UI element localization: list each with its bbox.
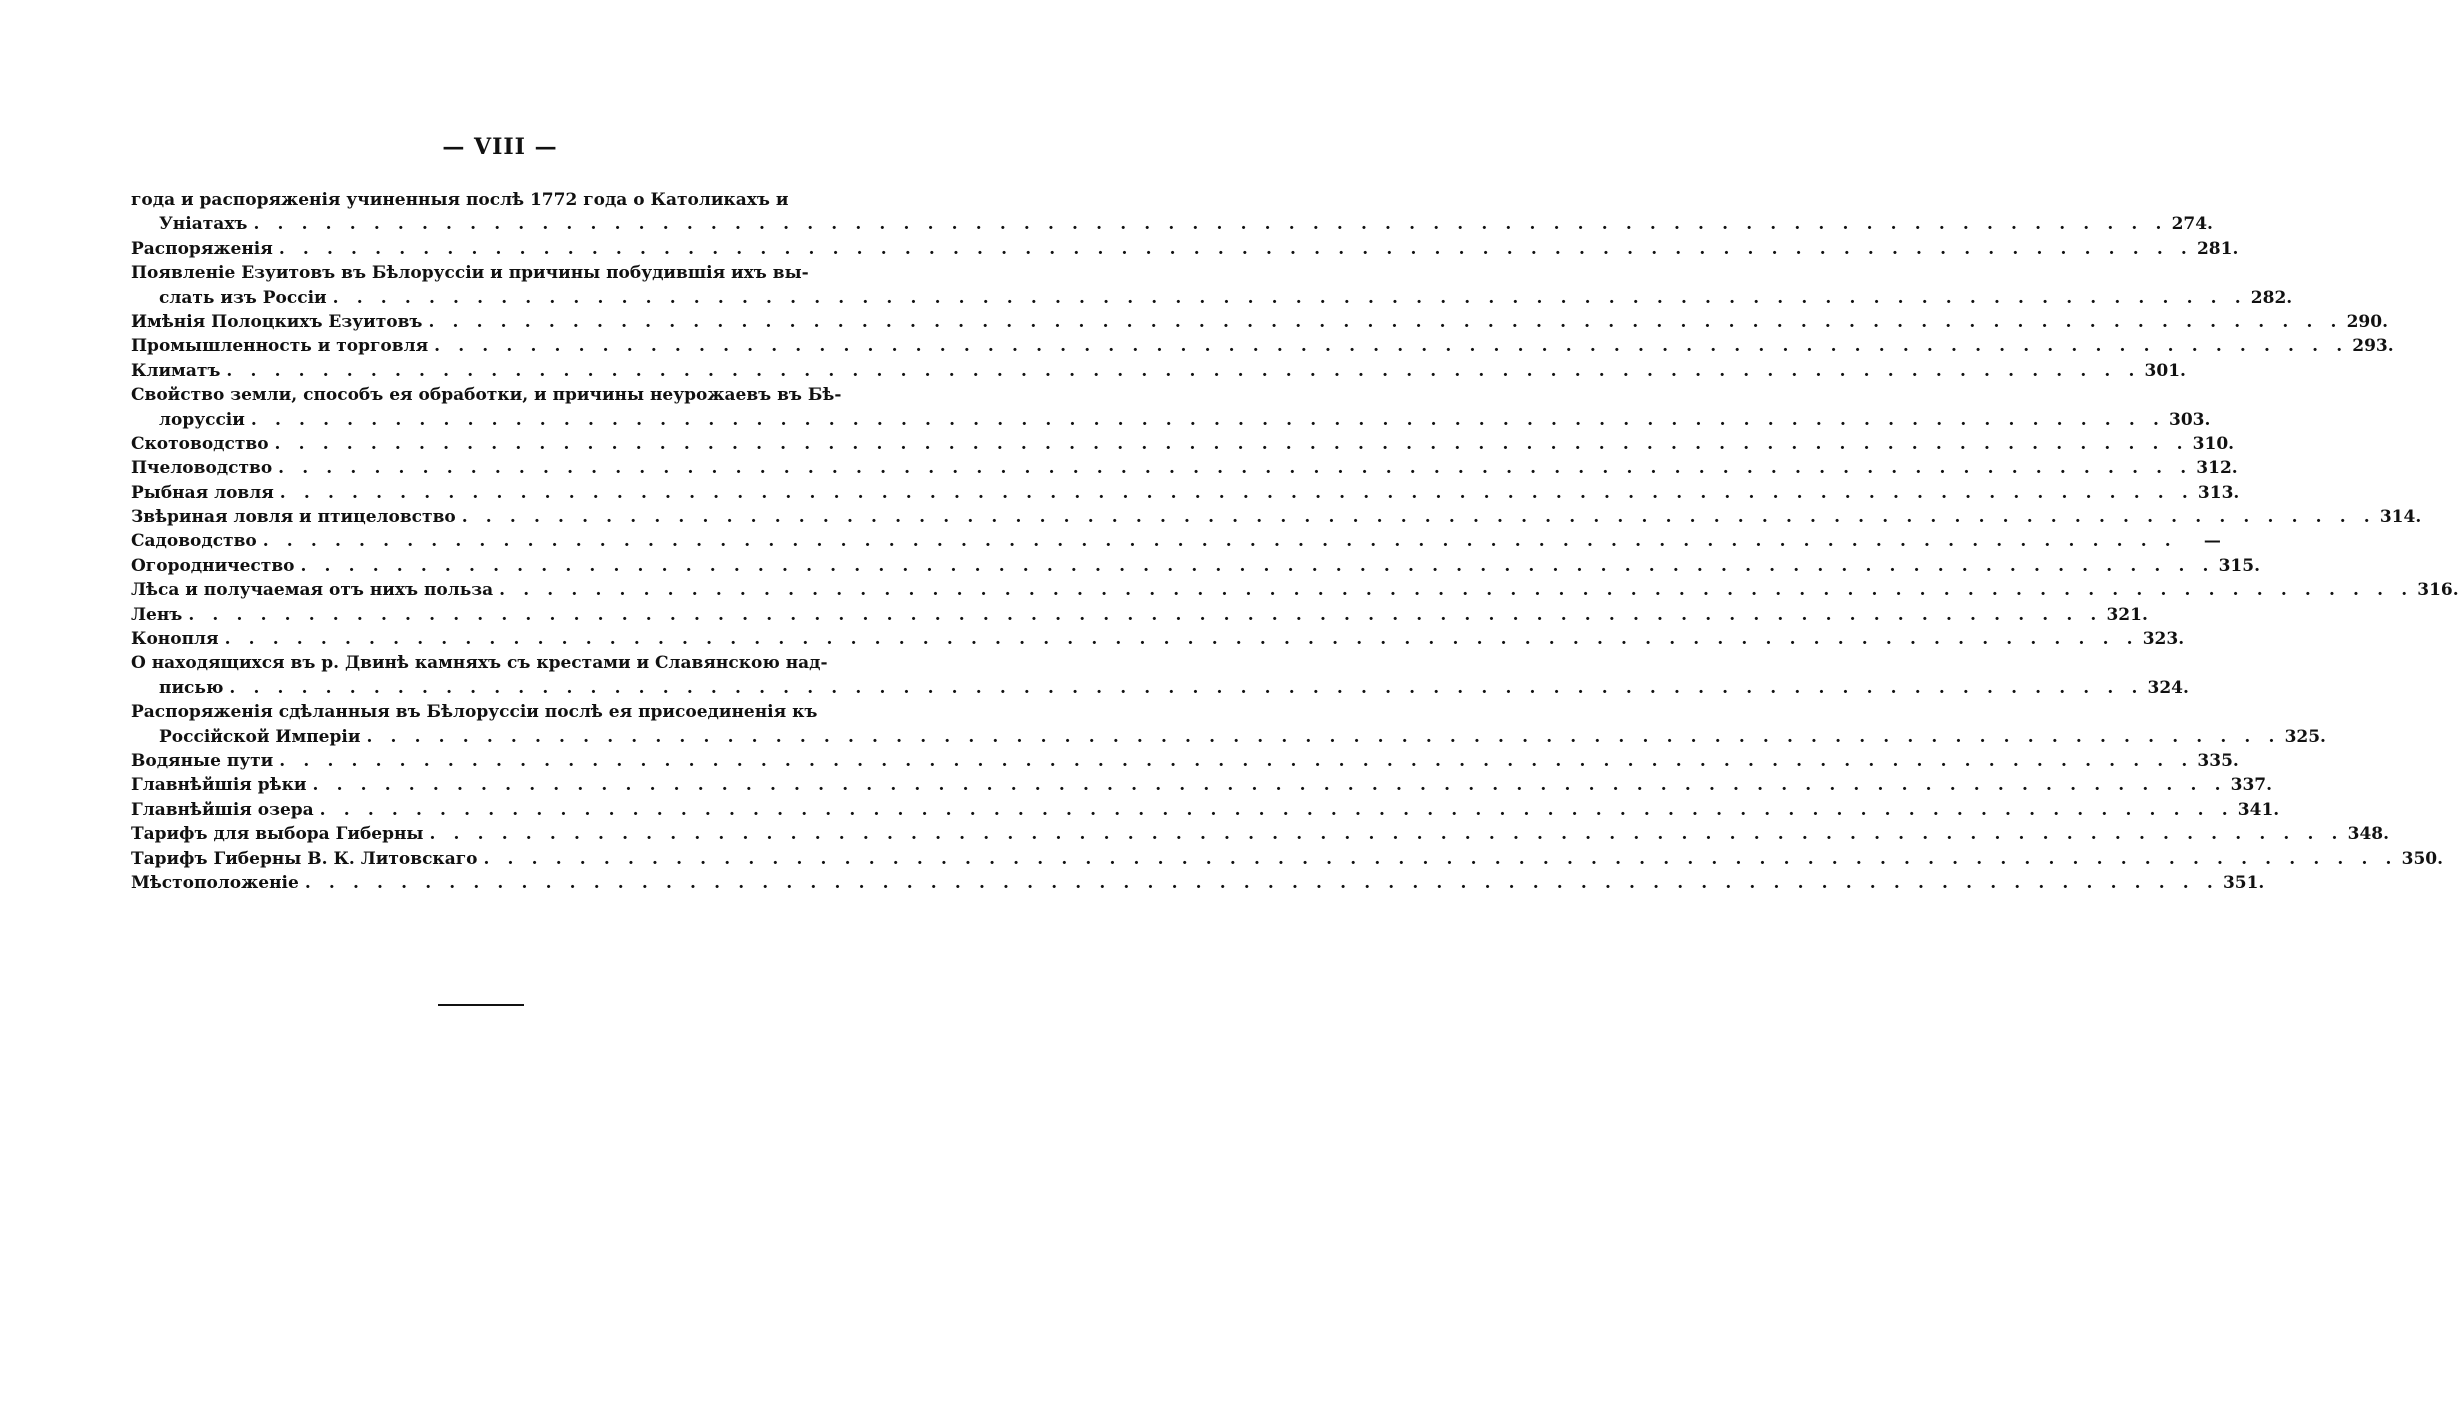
toc-entry-line	[131, 676, 2189, 700]
toc-entry-line	[131, 286, 2293, 310]
toc-entry-line	[131, 261, 813, 285]
toc-entry-line	[131, 505, 2422, 529]
leader-dots: . . . . . . . . . . . . . . . . . . . . . . . . . . . . . . . . . . . . . . . . . . . . . . . . . . . . . . . . . . . . . . . . . . . . . . . . . . . . . . . .	[332, 287, 2247, 308]
leader-dots: . . . . . . . . . . . . . . . . . . . . . . . . . . . . . . . . . . . . . . . . . . . . . . . . . . . . . . . . . . . . . . . . . . . . . . . . . . . . . . . .	[253, 214, 2168, 235]
toc-entry-title: Уніатахъ	[159, 214, 248, 235]
leader-dots: . . . . . . . . . . . . . . . . . . . . . . . . . . . . . . . . . . . . . . . . . . . . . . . . . . . . . . . . . . . . . . . . . . . . . . . . . . . . . . . .	[262, 531, 2177, 552]
toc-entry-title: Скотоводство	[131, 433, 269, 454]
toc-page-number: 281.	[2196, 238, 2239, 259]
toc-page-number: 337.	[2230, 775, 2273, 796]
end-rule	[438, 1004, 524, 1006]
toc-entry-line	[131, 188, 813, 212]
leader-dots: . . . . . . . . . . . . . . . . . . . . . . . . . . . . . . . . . . . . . . . . . . . . . . . . . . . . . . . . . . . . . . . . . . . . . . . . . . . . . . . .	[300, 555, 2215, 576]
toc-entry-title: Свойство земли, способъ ея обработки, и причины неурожаевъ въ Бѣ-	[131, 385, 842, 406]
toc-page-number: 325.	[2284, 726, 2326, 747]
leader-dots: . . . . . . . . . . . . . . . . . . . . . . . . . . . . . . . . . . . . . . . . . . . . . . . . . . . . . . . . . . . . . . . . . . . . . . . . . . . . . . . .	[428, 311, 2343, 332]
toc-entry-line	[131, 578, 2459, 602]
toc-entry-title: Огородничество	[131, 555, 295, 576]
leader-dots: . . . . . . . . . . . . . . . . . . . . . . . . . . . . . . . . . . . . . . . . . . . . . . . . . . . . . . . . . . . . . . . . . . . . . . . . . . . . . . . .	[188, 604, 2103, 625]
toc-entry-line	[131, 700, 818, 724]
leader-dots: . . . . . . . . . . . . . . . . . . . . . . . . . . . . . . . . . . . . . . . . . . . . . . . . . . . . . . . . . . . . . . . . . . . . . . . . . . . . . . . .	[499, 580, 2414, 601]
toc-entry-line	[131, 871, 2265, 895]
leader-dots: . . . . . . . . . . . . . . . . . . . . . . . . . . . . . . . . . . . . . . . . . . . . . . . . . . . . . . . . . . . . . . . . . . . . . . . . . . . . . . . .	[229, 677, 2144, 698]
toc-entry-line	[131, 847, 2444, 871]
toc-page-number: 274.	[2171, 214, 2213, 235]
toc-entry-title: года и распоряженія учиненныя послѣ 1772 года о Католикахъ и	[131, 190, 789, 210]
toc-entry-title: Появленіе Езуитовъ въ Бѣлоруссіи и причины побудившія ихъ вы-	[131, 263, 809, 284]
toc-entry-title: слать изъ Россіи	[159, 287, 327, 308]
page-number-header: — VIII —	[442, 134, 558, 160]
toc-page-number: 350.	[2401, 848, 2444, 869]
toc-page-number: 290.	[2346, 311, 2388, 332]
toc-entry-line	[131, 432, 2235, 456]
toc-entry-line	[131, 651, 828, 675]
toc-entry-title: Ленъ	[131, 604, 183, 625]
leader-dots: . . . . . . . . . . . . . . . . . . . . . . . . . . . . . . . . . . . . . . . . . . . . . . . . . . . . . . . . . . . . . . . . . . . . . . . . . . . . . . . .	[319, 799, 2234, 820]
toc-entry-title: Имѣнія Полоцкихъ Езуитовъ	[131, 311, 423, 332]
toc-entry-title: Главнѣйшія рѣки	[131, 775, 307, 796]
toc-entry-title: Главнѣйшія озера	[131, 799, 314, 820]
toc-page-number: —	[2203, 531, 2221, 552]
toc-entry-title: О находящихся въ р. Двинѣ камняхъ съ крестами и Славянскою над-	[131, 653, 828, 674]
toc-entry-line	[131, 627, 2185, 651]
toc-entry-title: лоруссіи	[159, 409, 245, 430]
leader-dots: . . . . . . . . . . . . . . . . . . . . . . . . . . . . . . . . . . . . . . . . . . . . . . . . . . . . . . . . . . . . . . . . . . . . . . . . . . . . . . . .	[279, 750, 2194, 771]
toc-entry-title: Тарифъ Гиберны В. К. Литовскаго	[131, 848, 478, 869]
leader-dots: . . . . . . . . . . . . . . . . . . . . . . . . . . . . . . . . . . . . . . . . . . . . . . . . . . . . . . . . . . . . . . . . . . . . . . . . . . . . . . . .	[429, 824, 2344, 845]
leader-dots: . . . . . . . . . . . . . . . . . . . . . . . . . . . . . . . . . . . . . . . . . . . . . . . . . . . . . . . . . . . . . . . . . . . . . . . . . . . . . . . .	[226, 360, 2141, 381]
toc-entry-title: Промышленность и торговля	[131, 336, 429, 357]
toc-page-number: 293.	[2352, 336, 2394, 357]
toc-entry-line	[131, 359, 2186, 383]
toc-page-number: 312.	[2196, 458, 2238, 479]
toc-entry-line	[131, 773, 2273, 797]
leader-dots: . . . . . . . . . . . . . . . . . . . . . . . . . . . . . . . . . . . . . . . . . . . . . . . . . . . . . . . . . . . . . . . . . . . . . . . . . . . . . . . .	[461, 507, 2376, 528]
toc-entry-line	[131, 408, 2211, 432]
toc-entry-line	[131, 554, 2260, 578]
toc-page-number: 282.	[2250, 287, 2293, 308]
toc-entry-line	[131, 310, 2388, 334]
toc-entry-title: Климатъ	[131, 360, 221, 381]
leader-dots: . . . . . . . . . . . . . . . . . . . . . . . . . . . . . . . . . . . . . . . . . . . . . . . . . . . . . . . . . . . . . . . . . . . . . . . . . . . . . . . .	[278, 458, 2193, 479]
toc-entry-title: Лѣса и получаемая отъ нихъ польза	[131, 580, 494, 601]
toc-entry-title: Пчеловодство	[131, 458, 273, 479]
toc-entry-title: Распоряженія сдѣланныя въ Бѣлоруссіи послѣ ея присоединенія къ	[131, 702, 818, 723]
toc-entry-title: Конопля	[131, 629, 219, 650]
toc-page-number: 310.	[2192, 433, 2235, 454]
toc-entry-title: Садоводство	[131, 531, 257, 552]
leader-dots: . . . . . . . . . . . . . . . . . . . . . . . . . . . . . . . . . . . . . . . . . . . . . . . . . . . . . . . . . . . . . . . . . . . . . . . . . . . . . . . .	[312, 775, 2227, 796]
toc-entry-line	[131, 725, 2326, 749]
leader-dots: . . . . . . . . . . . . . . . . . . . . . . . . . . . . . . . . . . . . . . . . . . . . . . . . . . . . . . . . . . . . . . . . . . . . . . . . . . . . . . . .	[366, 726, 2281, 747]
toc-page-number: 316.	[2417, 580, 2459, 601]
toc-entry-line	[131, 334, 2394, 358]
table-of-contents	[131, 188, 2459, 895]
toc-entry-line	[131, 822, 2390, 846]
toc-entry-line	[131, 529, 2221, 553]
toc-entry-line	[131, 212, 2213, 236]
toc-entry-line	[131, 481, 2240, 505]
toc-entry-title: Россійской Имперіи	[159, 726, 361, 747]
toc-entry-line	[131, 383, 842, 407]
toc-page-number: 314.	[2379, 507, 2422, 528]
leader-dots: . . . . . . . . . . . . . . . . . . . . . . . . . . . . . . . . . . . . . . . . . . . . . . . . . . . . . . . . . . . . . . . . . . . . . . . . . . . . . . . .	[278, 238, 2193, 259]
toc-entry-line	[131, 749, 2239, 773]
leader-dots: . . . . . . . . . . . . . . . . . . . . . . . . . . . . . . . . . . . . . . . . . . . . . . . . . . . . . . . . . . . . . . . . . . . . . . . . . . . . . . . .	[274, 433, 2189, 454]
toc-entry-title: Тарифъ для выбора Гиберны	[131, 824, 424, 845]
toc-page-number: 313.	[2197, 482, 2240, 503]
toc-entry-title: писью	[159, 677, 224, 698]
toc-page-number: 323.	[2142, 629, 2185, 650]
toc-entry-line	[131, 456, 2238, 480]
toc-page-number: 335.	[2197, 750, 2239, 771]
toc-page-number: 341.	[2237, 799, 2280, 820]
toc-entry-title: Мѣстоположеніе	[131, 872, 299, 893]
leader-dots: . . . . . . . . . . . . . . . . . . . . . . . . . . . . . . . . . . . . . . . . . . . . . . . . . . . . . . . . . . . . . . . . . . . . . . . . . . . . . . . .	[483, 848, 2398, 869]
toc-entry-line	[131, 798, 2280, 822]
toc-page-number: 303.	[2169, 409, 2211, 430]
toc-page-number: 324.	[2147, 677, 2189, 698]
leader-dots: . . . . . . . . . . . . . . . . . . . . . . . . . . . . . . . . . . . . . . . . . . . . . . . . . . . . . . . . . . . . . . . . . . . . . . . . . . . . . . . .	[434, 336, 2349, 357]
leader-dots: . . . . . . . . . . . . . . . . . . . . . . . . . . . . . . . . . . . . . . . . . . . . . . . . . . . . . . . . . . . . . . . . . . . . . . . . . . . . . . . .	[250, 409, 2165, 430]
toc-page-number: 351.	[2222, 872, 2265, 893]
toc-page-number: 321.	[2106, 604, 2148, 625]
toc-entry-title: Звѣриная ловля и птицеловство	[131, 507, 456, 528]
toc-entry-title: Рыбная ловля	[131, 482, 274, 503]
toc-entry-title: Водяные пути	[131, 750, 274, 771]
leader-dots: . . . . . . . . . . . . . . . . . . . . . . . . . . . . . . . . . . . . . . . . . . . . . . . . . . . . . . . . . . . . . . . . . . . . . . . . . . . . . . . .	[304, 872, 2219, 893]
toc-page-number: 315.	[2218, 555, 2260, 576]
toc-page-number: 348.	[2347, 824, 2390, 845]
toc-entry-title: Распоряженія	[131, 238, 273, 259]
toc-entry-line	[131, 603, 2148, 627]
leader-dots: . . . . . . . . . . . . . . . . . . . . . . . . . . . . . . . . . . . . . . . . . . . . . . . . . . . . . . . . . . . . . . . . . . . . . . . . . . . . . . . .	[279, 482, 2194, 503]
leader-dots: . . . . . . . . . . . . . . . . . . . . . . . . . . . . . . . . . . . . . . . . . . . . . . . . . . . . . . . . . . . . . . . . . . . . . . . . . . . . . . . .	[224, 629, 2139, 650]
toc-entry-line	[131, 237, 2239, 261]
toc-page-number: 301.	[2144, 360, 2186, 381]
